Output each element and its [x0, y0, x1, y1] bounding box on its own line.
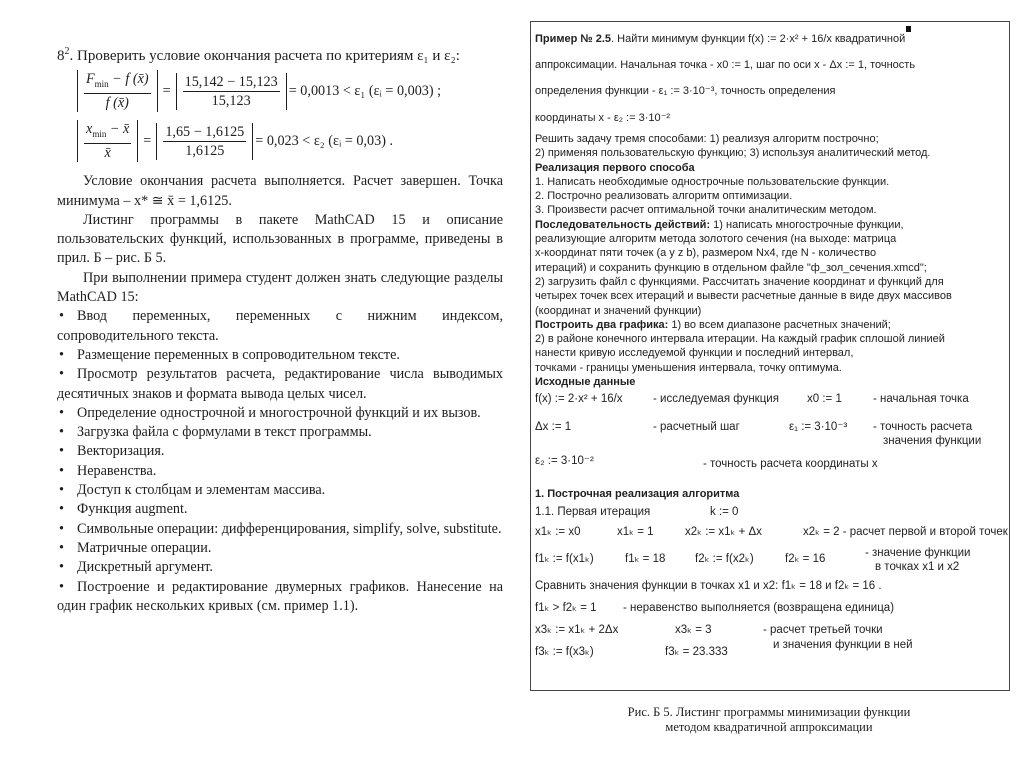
- description-line: четырех точек всех итераций и вывести расчетные данные в виде двух массивов: [535, 290, 952, 303]
- paragraph-requirements: При выполнении примера студент должен знать следующие разделы MathCAD 15:: [57, 269, 503, 306]
- figure-caption: Рис. Б 5. Листинг программы минимизации функции методом квадратичной аппроксимации: [627, 705, 911, 734]
- example-title: Пример № 2.5. Найти минимум функции f(x) := 2·x² + 16/x квадратичной: [535, 26, 1005, 52]
- description-line: 2) применяя пользовательскую функцию; 3) используя аналитический метод.: [535, 147, 931, 160]
- example-line-4: координаты x - ε₂ := 3·10⁻²: [535, 112, 671, 124]
- description-line: Последовательность действий: 1) написать многострочные функции,: [535, 218, 904, 231]
- description-lines: [535, 132, 1005, 389]
- description-line: 2) в районе конечного интервала итерации. На каждый график сплошой линией: [535, 333, 945, 346]
- description-line: Решить задачу тремя способами: 1) реализуя алгоритм построчно;: [535, 133, 879, 145]
- description-line: 2) загрузить файл с функциями. Рассчитать значение координат и функций для: [535, 275, 944, 288]
- description-line: 2. Построчно реализовать алгоритм оптимизации.: [535, 190, 793, 203]
- description-line: Реализация первого способа: [535, 161, 695, 174]
- data-row: значения функции: [883, 435, 982, 448]
- description-line: 1. Написать необходимые однострочные пользовательские функции.: [535, 175, 890, 188]
- description-line: реализующие алгоритм метода золотого сечения (на выходе: матрица: [535, 233, 897, 246]
- list-item: • Дискретный аргумент.: [57, 558, 503, 577]
- bullet-list: [57, 307, 503, 616]
- iter-row: 1.1. Первая итерация k := 0: [535, 505, 739, 518]
- description-line: итераций) и сохранить функцию в отдельном файле "ф_зол_сечения.xmcd";: [535, 261, 927, 274]
- list-item: • Символьные операции: дифференцирования, simplify, solve, substitute.: [57, 520, 503, 539]
- paragraph-listing: Листинг программы в пакете MathCAD 15 и описание пользовательских функций, использованных в программе, приведены в прил. Б – рис. Б 5.: [57, 211, 503, 267]
- data-row: f(x) := 2·x² + 16/x - исследуемая функция x0 := 1 - начальная точка: [535, 393, 969, 406]
- description-line: (координат и значений функции): [535, 304, 702, 317]
- data-row: Δx := 1 - расчетный шаг ε₁ := 3·10⁻³ - точность расчета: [535, 421, 973, 434]
- list-item: • Неравенства.: [57, 462, 503, 481]
- description-line: x-координат пяти точек (a y z b), размером Nx4, где N - количество: [535, 247, 877, 260]
- list-item: • Векторизация.: [57, 442, 503, 461]
- mathcad-listing: [535, 26, 1008, 664]
- formula-eps2: $\frac{x_{min} - x̄}{x̄}$ = $\frac{1,65 - 1,6125}{1,6125}$ = 0,023 < ε₂ (εᵢ = 0,03) .: [75, 116, 503, 166]
- iter-row: Сравнить значения функции в точках x1 и x2: f1ₖ = 18 и f2ₖ = 16 .: [535, 579, 882, 592]
- initial-data: [535, 389, 1005, 479]
- description-line: точками - границы уменьшения интервала, точку оптимума.: [535, 361, 842, 374]
- description-line: 3. Произвести расчет оптимальной точки аналитическим методом.: [535, 204, 877, 217]
- list-item: • Доступ к столбцам и элементам массива.: [57, 481, 503, 500]
- list-item: • Функция augment.: [57, 500, 503, 519]
- description-line: Построить два графика: 1) во всем диапазоне расчетных значений;: [535, 318, 891, 331]
- iter-row: f1ₖ := f(x1ₖ) f1ₖ = 18 f2ₖ := f(x2ₖ) f2ₖ = 16 - значение функции в точках x1 и x2: [535, 546, 971, 573]
- iter-row: f3ₖ := f(x3ₖ) f3ₖ = 23.333 и значения функции в ней: [535, 638, 913, 658]
- list-item: • Матричные операции.: [57, 539, 503, 558]
- description-line: Исходные данные: [535, 376, 636, 389]
- iter-row: x3ₖ := x1ₖ + 2Δx x3ₖ = 3 - расчет третьей точки: [535, 623, 883, 636]
- list-item: • Загрузка файла с формулами в текст программы.: [57, 423, 503, 442]
- iteration-block: [535, 502, 1008, 664]
- list-item: • Определение однострочной и многострочной функций и их вызов.: [57, 404, 503, 423]
- list-item: • Просмотр результатов расчета, редактирование числа выводимых десятичных знаков и формата вывода целых чисел.: [57, 365, 503, 404]
- example-line-2: аппроксимации. Начальная точка - x0 := 1, шаг по оси x - Δx := 1, точность: [535, 59, 916, 71]
- left-column: [57, 42, 503, 616]
- list-item: • Размещение переменных в сопроводительном тексте.: [57, 346, 503, 365]
- list-item: • Построение и редактирование двумерных графиков. Нанесение на один график нескольких кривых (см. пример 1.1).: [57, 578, 503, 617]
- iter-row: x1ₖ := x0 x1ₖ = 1 x2ₖ := x1ₖ + Δx x2ₖ = 2 - расчет первой и второй точек: [535, 525, 1008, 538]
- example-line-3: определения функции - ε₁ := 3·10⁻³, точность определения: [535, 85, 836, 97]
- formula-eps1: $\frac{F_{min} - f (x̄)}{f (x̄)}$ = $\frac{15,142 - 15,123}{15,123}$ = 0,0013 < ε₁ (εᵢ = 0,003) ;: [75, 66, 503, 116]
- description-line: нанести кривую исследуемой функции и последний интервал,: [535, 347, 854, 360]
- data-row: ε₂ := 3·10⁻² - точность расчета координаты x: [535, 455, 878, 471]
- section-heading: 1. Построчная реализация алгоритма: [535, 488, 740, 501]
- paragraph-conclusion: Условие окончания расчета выполняется. Расчет завершен. Точка минимума – x* ≅ x̄ = 1,6125.: [57, 173, 503, 209]
- item-intro: $8^2$. Проверить условие окончания расчета по критериям ε₁ и ε₂:: [57, 46, 460, 64]
- iter-row: f1ₖ > f2ₖ = 1 - неравенство выполняется (возвращена единица): [535, 601, 895, 614]
- list-item: • Ввод переменных, переменных с нижним индексом, сопроводительного текста.: [57, 307, 503, 346]
